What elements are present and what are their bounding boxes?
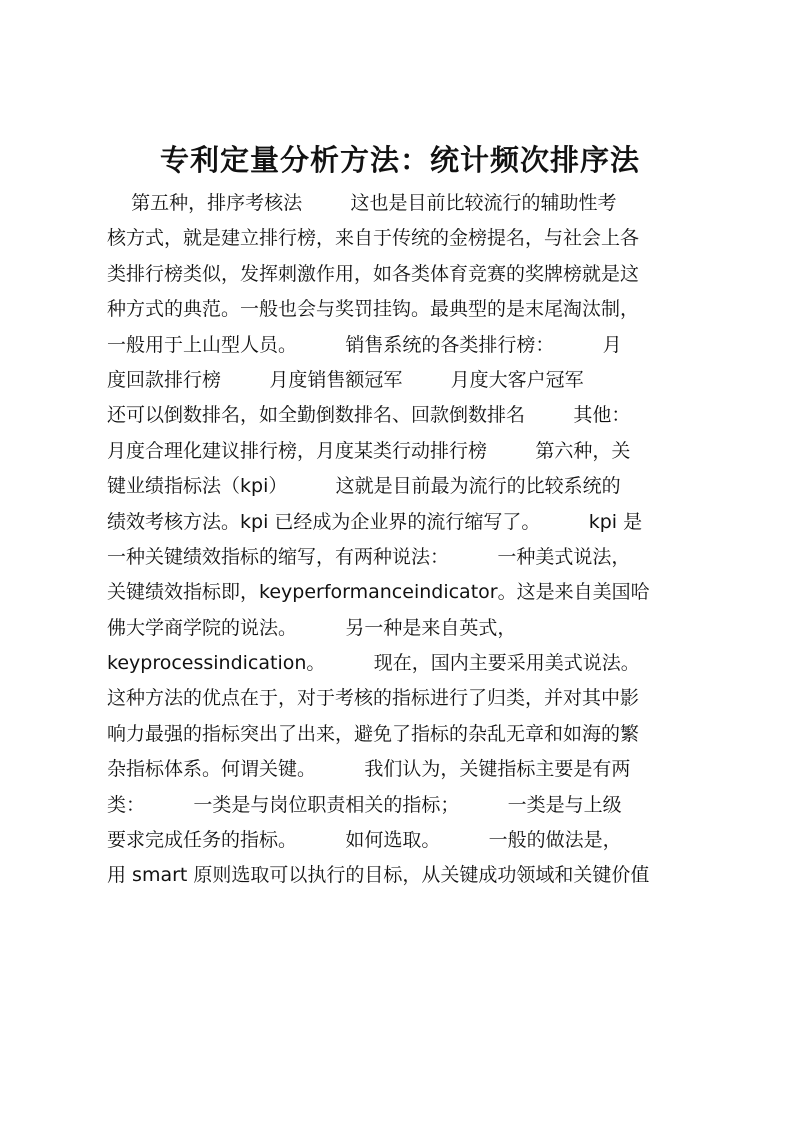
body-line: 类排行榜类似，发挥刺激作用，如各类体育竞赛的奖牌榜就是这: [107, 262, 640, 285]
body-line: 一种关键绩效指标的缩写，有两种说法： 一种美式说法，: [107, 545, 631, 568]
body-line: 用 smart 原则选取可以执行的目标，从关键成功领域和关键价值: [107, 864, 650, 887]
body-line: 键业绩指标法（kpi） 这就是目前最为流行的比较系统的: [107, 475, 621, 498]
body-line: 还可以倒数排名，如全勤倒数排名、回款倒数排名 其他：: [107, 404, 631, 427]
body-line: 关键绩效指标即，keyperformanceindicator。这是来自美国哈: [107, 581, 650, 604]
body-line: 要求完成任务的指标。 如何选取。 一般的做法是，: [107, 829, 622, 852]
body-line: keyprocessindication。 现在，国内主要采用美式说法。: [107, 652, 640, 675]
body-line: 杂指标体系。何谓关键。 我们认为，关键指标主要是有两: [107, 758, 631, 781]
body-line: 核方式，就是建立排行榜，来自于传统的金榜提名，与社会上各: [107, 227, 640, 250]
body-line: 月度合理化建议排行榜，月度某类行动排行榜 第六种，关: [107, 439, 631, 462]
body-line: 一般用于上山型人员。 销售系统的各类排行榜： 月: [107, 333, 622, 356]
body-line: 绩效考核方法。kpi 已经成为企业界的流行缩写了。 kpi 是: [107, 510, 643, 533]
document-title: 专利定量分析方法：统计频次排序法: [159, 143, 640, 177]
body-line: 响力最强的指标突出了出来，避免了指标的杂乱无章和如海的繁: [107, 722, 640, 745]
body-line: 度回款排行榜 月度销售额冠军 月度大客户冠军: [107, 368, 584, 391]
body-line: 种方式的典范。一般也会与奖罚挂钩。最典型的是末尾淘汰制，: [107, 298, 640, 321]
body-line: 第五种，排序考核法 这也是目前比较流行的辅助性考: [107, 192, 617, 214]
document-body: [107, 186, 703, 894]
body-line: 类： 一类是与岗位职责相关的指标； 一类是与上级: [107, 793, 622, 816]
body-line: 这种方法的优点在于，对于考核的指标进行了归类，并对其中影: [107, 687, 640, 710]
body-line: 佛大学商学院的说法。 另一种是来自英式，: [107, 616, 517, 639]
